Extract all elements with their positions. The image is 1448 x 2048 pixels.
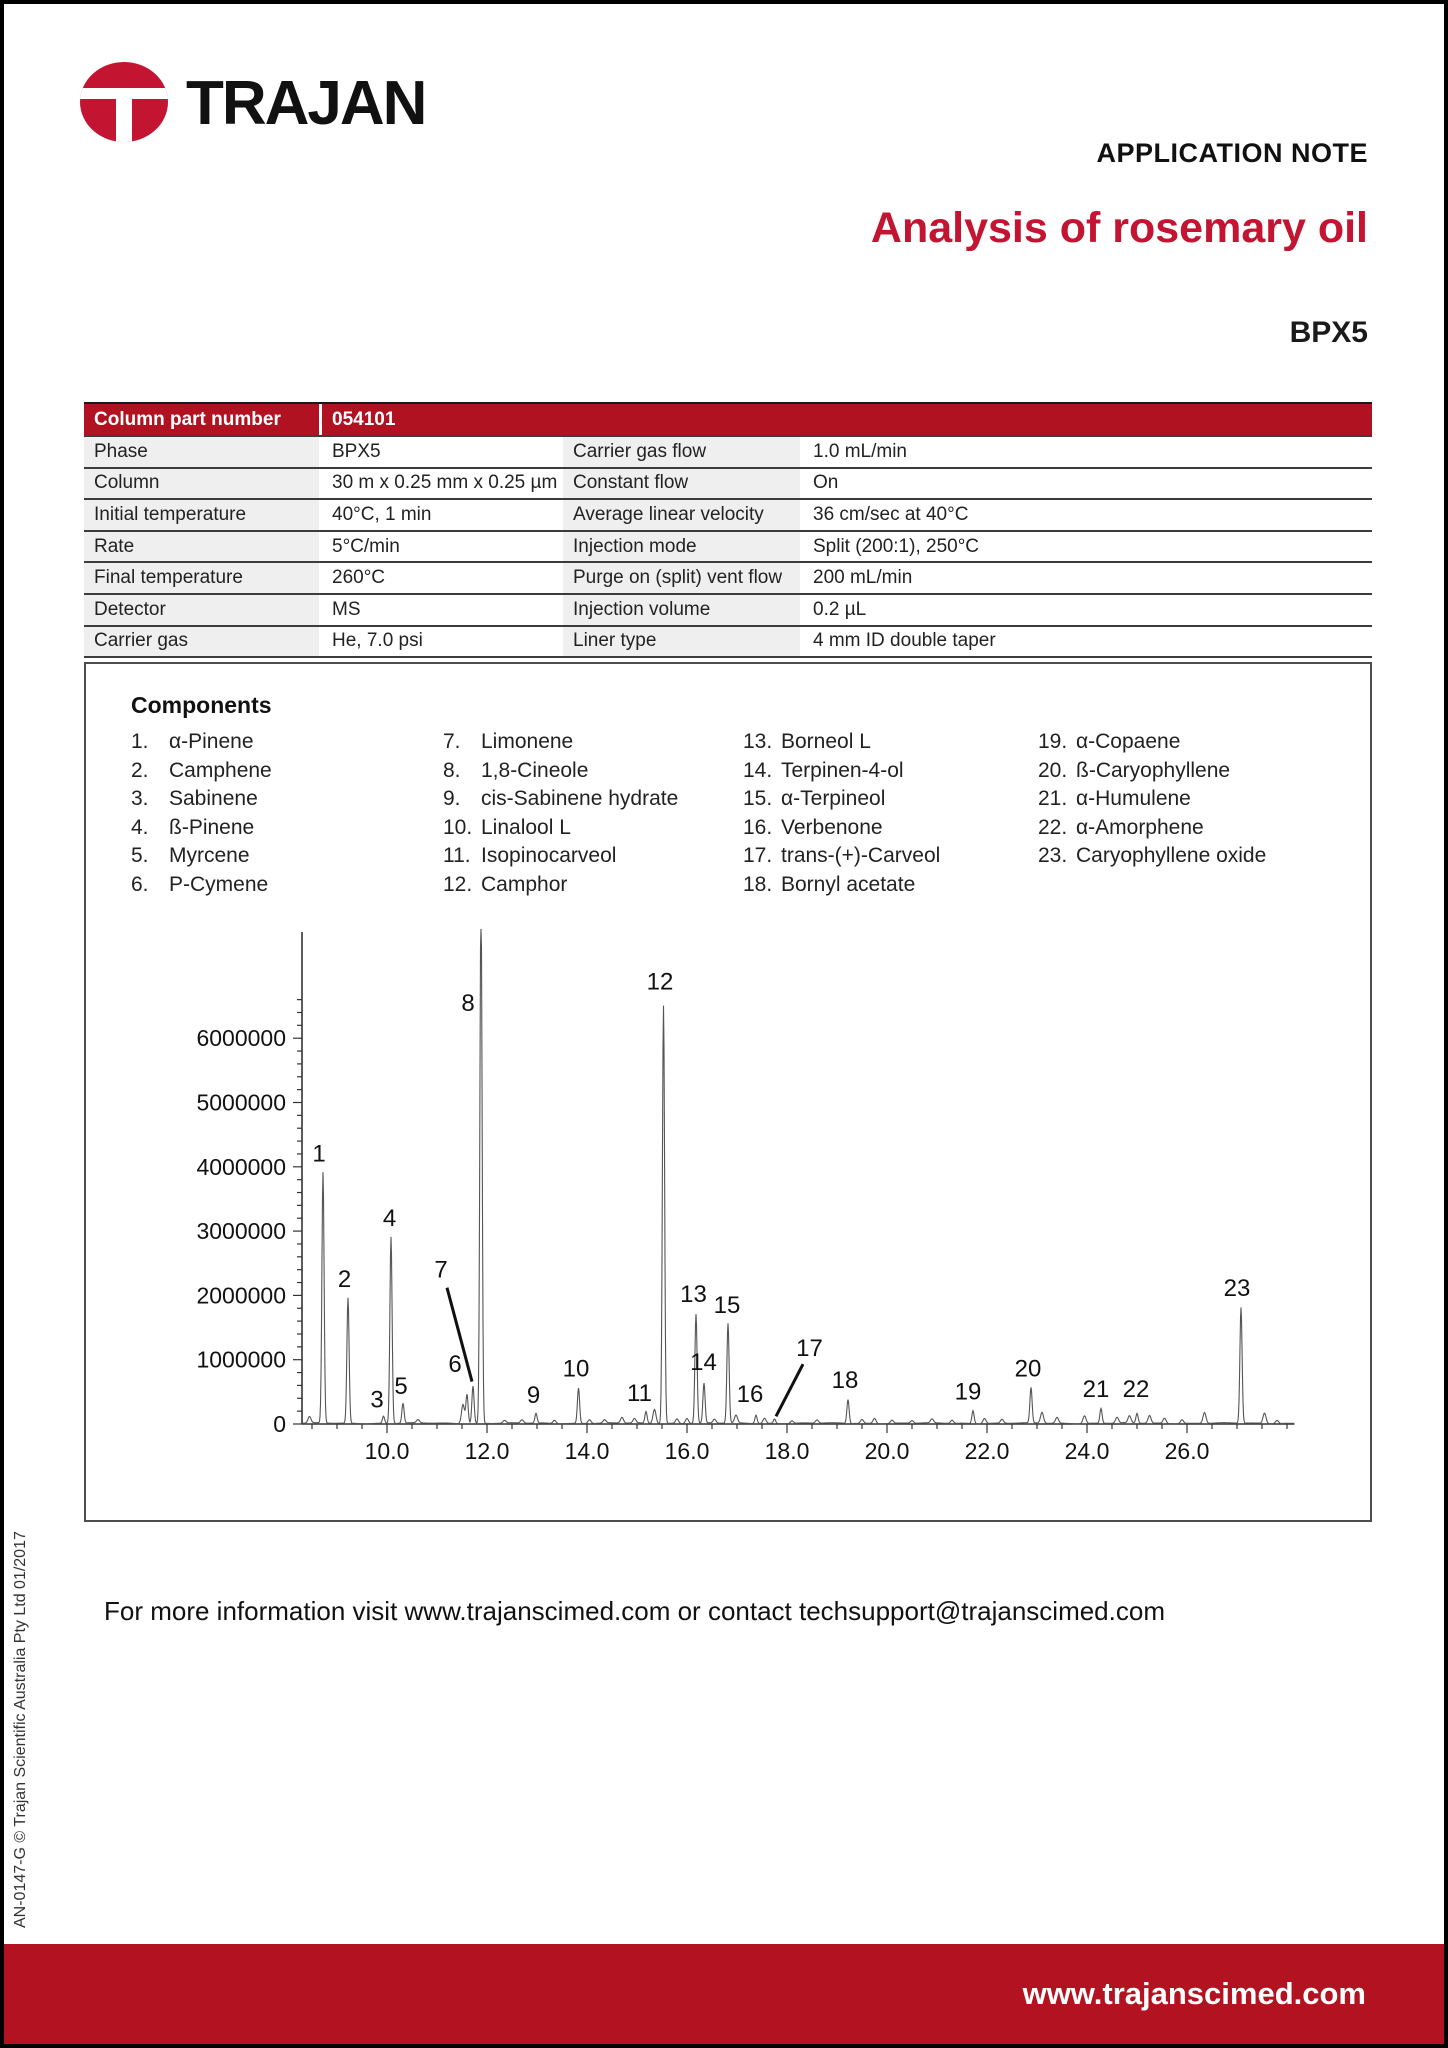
table-row <box>84 595 1372 627</box>
param-value: 5°C/min <box>322 532 560 562</box>
peak-label: 15 <box>713 1291 741 1319</box>
peak-label: 2 <box>337 1266 352 1294</box>
component-number: 14. <box>743 758 773 782</box>
chromatogram-panel <box>84 662 1372 1522</box>
param-label: Carrier gas <box>84 627 319 657</box>
footer-url: www.trajanscimed.com <box>1022 1976 1366 2011</box>
peak-label: 9 <box>526 1381 541 1409</box>
param-label: Average linear velocity <box>563 500 800 530</box>
chromatogram-chart <box>86 664 1370 1520</box>
page-subtitle: BPX5 <box>1289 316 1368 349</box>
y-tick-label: 2000000 <box>196 1282 286 1309</box>
table-header-row <box>84 402 1372 437</box>
y-tick-label: 1000000 <box>196 1346 286 1373</box>
component-number: 16. <box>743 815 773 839</box>
param-label: Constant flow <box>563 469 800 499</box>
x-tick-label: 12.0 <box>464 1438 510 1464</box>
brand-wordmark: TRAJAN <box>186 69 426 138</box>
y-tick-label: 0 <box>273 1411 286 1437</box>
peak-label: 21 <box>1082 1375 1110 1403</box>
component-number: 2. <box>131 758 149 782</box>
param-label: Initial temperature <box>84 500 319 530</box>
peak-label: 4 <box>382 1204 397 1232</box>
peak-label: 12 <box>646 968 674 996</box>
footer-info-text: For more information visit www.trajanscimed.com or contact techsupport@trajanscimed.com <box>104 1596 1165 1626</box>
component-name: ß-Pinene <box>169 815 255 839</box>
peak-label: 3 <box>370 1386 384 1414</box>
component-number: 8. <box>443 758 461 782</box>
parameters-table <box>84 402 1372 658</box>
x-tick-label: 20.0 <box>864 1438 910 1464</box>
component-number: 15. <box>743 787 773 810</box>
peak-label: 13 <box>680 1280 707 1308</box>
param-label: Injection mode <box>563 532 800 562</box>
page-title: Analysis of rosemary oil <box>870 204 1368 252</box>
component-name: Borneol L <box>781 730 871 753</box>
component-number: 13. <box>743 730 773 753</box>
peak-label: 16 <box>736 1381 764 1409</box>
component-name: Verbenone <box>781 815 883 839</box>
footer-bar <box>4 1944 1444 2044</box>
param-label: Column <box>84 469 319 499</box>
component-name: α-Pinene <box>169 730 254 753</box>
peak-label: 22 <box>1122 1375 1150 1403</box>
trajan-logo-icon <box>80 62 168 142</box>
peak-label: 10 <box>562 1355 590 1383</box>
peak-label: 23 <box>1223 1275 1251 1303</box>
param-label: Detector <box>84 595 319 625</box>
y-tick-label: 5000000 <box>196 1089 286 1116</box>
component-name: P-Cymene <box>169 872 269 896</box>
peak-label: 11 <box>627 1379 652 1407</box>
param-value: 36 cm/sec at 40°C <box>803 500 1372 530</box>
application-note-page: TRAJAN APPLICATION NOTE Analysis of rosemary oil BPX5 Column part number 054101 Phase BPX5 Carrier gas flow 1.0 mL/min Column 30 m x 0.25 mm x 0.25 µm Constant flow On Initial temperature 40°C, 1 min Average linear velocity 36 cm/sec at 40°C Rate 5°C/min Injection mode Split (200:1), 250°C Final temperature 260°C Purge on (split) vent flow 200 mL/min Detector MS Injection volume 0.2 µL Carrier gas He, 7.0 psi Liner type 4 mm ID double taper Components 1. α-Pinene 2. Camphene 3. Sabinene 4. ß-Pinene 5. Myrcene 6. P-Cymene 7. Limonene 8. 1,8-Cineole 9. cis-Sabinene hydrate 10. Linalool L 11. Isopinocarveol 12. Camphor 13. Borneol L 14. Terpinen-4-ol 15. α-Terpineol 16. Verbenone 17. trans-(+)-Carveol 18. Bornyl acetate 19. α-Copaene 20. ß-Caryophyllene 21. α-Humulene 22. α-Amorphene 23. Caryophyllene oxide 0 1000000 2000000 3000000 4000000 5000000 6000000 10.0 12.0 14.0 16.0 18.0 20.0 22.0 24.0 26.0 1 2 3 4 5 6 7 8 9 10 11 12 13 14 15 16 17 18 19 20 21 22 23 For more information visit www.trajanscimed.com or contact techsupport@trajanscimed.com AN-0147-G © Trajan Scientific Australia Pty Ltd 01/2017 www.trajanscimed.com <box>0 0 1448 2048</box>
component-number: 12. <box>443 872 473 896</box>
component-number: 1. <box>131 730 149 753</box>
component-name: ß-Caryophyllene <box>1076 758 1231 782</box>
peak-label: 6 <box>448 1350 462 1378</box>
param-label: Carrier gas flow <box>563 437 800 467</box>
param-value: 0.2 µL <box>803 595 1372 625</box>
component-number: 4. <box>131 815 149 839</box>
component-name: Isopinocarveol <box>481 844 617 867</box>
table-row <box>84 627 1372 659</box>
component-name: Terpinen-4-ol <box>781 758 904 782</box>
component-name: α-Terpineol <box>781 787 886 810</box>
table-header-value: 054101 <box>322 404 1372 435</box>
component-number: 10. <box>443 815 473 839</box>
peak-label: 17 <box>796 1334 823 1362</box>
param-value: BPX5 <box>322 437 560 467</box>
component-name: Sabinene <box>169 787 258 810</box>
param-label: Rate <box>84 532 319 562</box>
table-row <box>84 437 1372 469</box>
component-name: Camphor <box>481 872 568 896</box>
component-number: 6. <box>131 872 149 896</box>
x-tick-label: 22.0 <box>964 1438 1010 1464</box>
components-heading: Components <box>131 692 272 718</box>
component-name: Limonene <box>481 730 574 753</box>
param-value: Split (200:1), 250°C <box>803 532 1372 562</box>
component-number: 7. <box>443 730 461 753</box>
doc-type-label: APPLICATION NOTE <box>1096 138 1368 168</box>
peak-label: 18 <box>831 1366 859 1394</box>
y-tick-label: 6000000 <box>196 1025 286 1052</box>
component-name: Camphene <box>169 758 272 782</box>
param-label: Liner type <box>563 627 800 657</box>
peak-label: 5 <box>394 1372 408 1400</box>
x-tick-label: 18.0 <box>764 1438 810 1464</box>
component-number: 23. <box>1038 844 1068 867</box>
param-label: Phase <box>84 437 319 467</box>
component-name: Bornyl acetate <box>781 872 916 896</box>
param-value: 260°C <box>322 563 560 593</box>
component-name: cis-Sabinene hydrate <box>481 787 679 810</box>
table-row <box>84 469 1372 501</box>
peak-label: 14 <box>690 1348 717 1376</box>
component-name: Linalool L <box>481 815 571 839</box>
component-name: α-Copaene <box>1076 730 1181 753</box>
table-row <box>84 563 1372 595</box>
peak-label: 7 <box>434 1256 448 1284</box>
component-number: 11. <box>443 844 471 867</box>
component-number: 22. <box>1038 815 1068 839</box>
component-number: 21. <box>1038 787 1068 810</box>
table-header-label: Column part number <box>84 404 319 435</box>
component-number: 9. <box>443 787 461 810</box>
component-number: 18. <box>743 872 773 896</box>
param-value: 4 mm ID double taper <box>803 627 1372 657</box>
component-number: 20. <box>1038 758 1068 782</box>
param-value: 200 mL/min <box>803 563 1372 593</box>
component-number: 17. <box>743 844 773 867</box>
param-label: Purge on (split) vent flow <box>563 563 800 593</box>
component-name: Caryophyllene oxide <box>1076 844 1267 867</box>
param-value: 40°C, 1 min <box>322 500 560 530</box>
x-tick-label: 26.0 <box>1164 1438 1210 1464</box>
component-name: α-Amorphene <box>1076 815 1204 839</box>
component-number: 3. <box>131 787 149 810</box>
param-value: He, 7.0 psi <box>322 627 560 657</box>
param-value: 30 m x 0.25 mm x 0.25 µm <box>322 469 560 499</box>
x-tick-label: 10.0 <box>364 1438 410 1464</box>
component-number: 5. <box>131 844 149 867</box>
peak-label: 19 <box>954 1378 982 1406</box>
logo-t-stem <box>116 92 132 142</box>
component-name: trans-(+)-Carveol <box>781 844 941 867</box>
x-tick-label: 16.0 <box>664 1438 710 1464</box>
param-value: MS <box>322 595 560 625</box>
x-tick-label: 24.0 <box>1064 1438 1110 1464</box>
table-row <box>84 532 1372 564</box>
param-label: Injection volume <box>563 595 800 625</box>
component-name: 1,8-Cineole <box>481 758 589 782</box>
peak-label: 8 <box>461 990 475 1018</box>
component-name: Myrcene <box>169 844 250 867</box>
param-label: Final temperature <box>84 563 319 593</box>
component-name: α-Humulene <box>1076 787 1191 810</box>
peak-pointer-line <box>776 1364 803 1416</box>
table-row <box>84 500 1372 532</box>
param-value: 1.0 mL/min <box>803 437 1372 467</box>
peak-label: 20 <box>1014 1355 1042 1383</box>
y-tick-label: 4000000 <box>196 1153 286 1180</box>
y-tick-label: 3000000 <box>196 1218 286 1245</box>
component-number: 19. <box>1038 730 1068 753</box>
x-tick-label: 14.0 <box>564 1438 610 1464</box>
param-value: On <box>803 469 1372 499</box>
peak-label: 1 <box>312 1140 326 1168</box>
